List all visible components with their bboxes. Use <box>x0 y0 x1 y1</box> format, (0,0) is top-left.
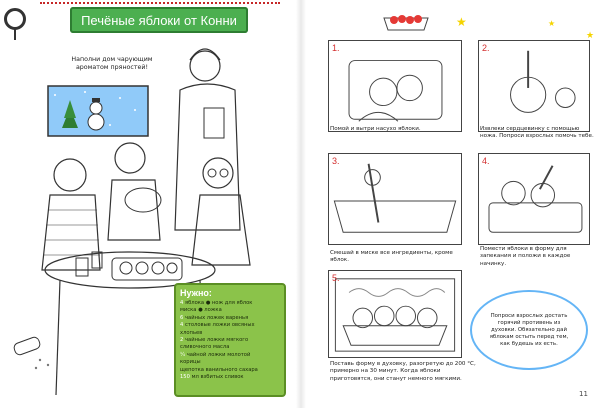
step-1-caption: Помой и вытри насухо яблоки. <box>330 126 421 132</box>
page-title: Печёные яблоки от Конни <box>70 7 248 33</box>
step-number: 4. <box>482 156 490 166</box>
step-1-panel <box>328 40 462 132</box>
ingredient-item: ¼ чайной ложки молотой <box>180 351 251 358</box>
ingredient-item: 2 чайные ложки мягкого <box>180 337 249 344</box>
step-number: 5. <box>332 273 340 283</box>
ingredient-item: хлопьев <box>180 329 203 336</box>
step-3-caption: Смешай в миске все ингредиенты, кроме яблок. <box>330 250 453 264</box>
ingredient-item: корицы <box>180 359 201 366</box>
star-icon: ★ <box>456 15 467 29</box>
star-icon: ★ <box>586 31 595 41</box>
step-5-caption: Поставь форму в духовку, разогретую до 200 °С, примерно на 30 минут. Когда яблоки приготовятся, они станут немного мягкими. <box>330 361 476 382</box>
ingredient-item: 6 чайных ложек варенья <box>180 314 249 321</box>
page-number: 11 <box>579 390 588 398</box>
ingredients-heading: Нужно: <box>180 288 212 298</box>
step-number: 1. <box>332 43 340 53</box>
step-4-panel <box>478 153 590 245</box>
ingredient-item: сливочного масла <box>180 344 230 351</box>
step-4-caption: Помести яблоки в форму для запекания и положи в каждое начинку. <box>480 246 571 267</box>
step-5-panel <box>328 270 462 358</box>
book-gutter <box>296 0 306 408</box>
step-number: 2. <box>482 43 490 53</box>
safety-note: Попроси взрослых достать горячий противень из духовки. Обязательно дай яблокам остыть перед тем, как будешь их есть. <box>470 290 588 370</box>
scent-note: Наполни дом чарующим ароматом пряностей! <box>71 56 153 71</box>
ingredient-item: щепотка ванильного сахара <box>180 366 258 373</box>
step-3-panel <box>328 153 462 245</box>
baked-apples-dish-icon <box>382 10 430 32</box>
step-2-panel <box>478 40 590 132</box>
ingredients-box <box>174 283 286 397</box>
ingredient-item: 150 мл взбитых сливок <box>180 374 244 381</box>
ingredient-item: 4 яблока ● нож для яблок <box>180 300 253 306</box>
left-page <box>0 0 296 408</box>
star-icon: ★ <box>548 19 556 28</box>
step-2-caption: Извлеки сердцевинку с помощью ножа. Попроси взрослых помочь тебе. <box>480 126 594 140</box>
ingredient-item: миска ● ложка <box>180 307 222 314</box>
step-number: 3. <box>332 156 340 166</box>
ingredient-item: 4 столовые ложки овсяных <box>180 322 255 329</box>
